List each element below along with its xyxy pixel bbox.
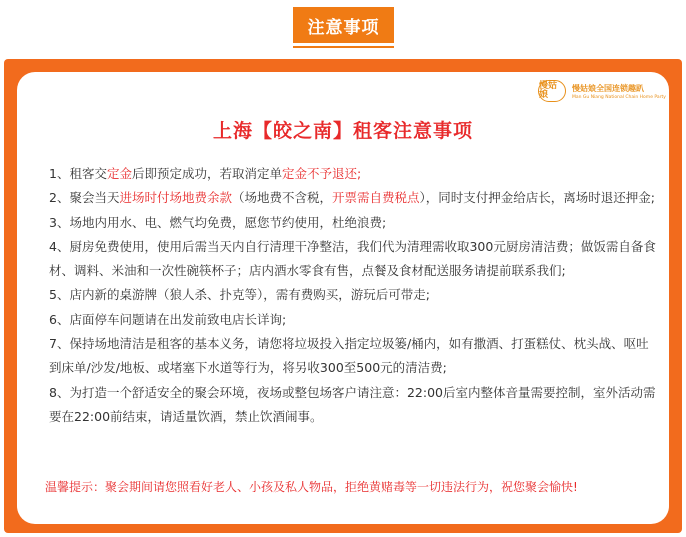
rule-text: 6、店面停车问题请在出发前致电店长详询;: [49, 311, 287, 327]
rule-text: 3、场地内用水、电、燃气均免费，愿您节约使用，杜绝浪费;: [49, 214, 387, 230]
rule-text: 后即预定成功，若取消定单: [131, 166, 282, 181]
rule-text: ），同时支付押金给店长，离场时退还押金;: [419, 190, 655, 206]
rule-item: [49, 381, 659, 430]
rule-item: [49, 308, 659, 332]
brand-name-en: Man Gu Niang National Chain Home Party: [572, 94, 666, 100]
rule-text: 1、租客交: [49, 166, 107, 181]
brand-logo: [538, 80, 666, 102]
brand-name-cn: 慢姑娘全国连锁趣趴: [572, 83, 644, 93]
section-tab: 注意事项: [293, 7, 394, 43]
brand-logo-icon: 慢姑娘: [538, 80, 566, 102]
rule-text: 7、保持场地清洁是租客的基本义务，请您将垃圾投入指定垃圾篓/桶内，如有撒酒、打蛋糕仗、枕头战、呕吐到床单/沙发/地板、或堵塞下水道等行为，将另收300至500元的清洁费;: [49, 336, 649, 376]
rule-text: 4、厨房免费使用，使用后需当天内自行清理干净整洁，我们代为清理需收取300元厨房清洁费；做饭需自备食材、调料、米油和一次性碗筷杯子；店内酒水零食有售，点餐及食材配送服务请提前联系我们;: [49, 238, 656, 279]
rule-item: [49, 283, 659, 307]
rule-item: [49, 186, 659, 210]
rule-text: 5、店内新的桌游牌（狼人杀、扑克等），需有费购买，游玩后可带走;: [49, 287, 430, 303]
rule-item: [49, 332, 659, 381]
rule-highlight: 定金不予退还;: [281, 166, 362, 181]
rule-text: （场地费不含税，: [231, 190, 332, 206]
rule-item: [49, 211, 659, 235]
rule-highlight: 进场时付场地费余款: [119, 190, 232, 206]
rules-list: [49, 162, 659, 429]
rule-text: 8、为打造一个舒适安全的聚会环境，夜场或整包场客户请注意：22:00后室内整体音量需要控制，室外活动需要在22:00前结束，请适量饮酒，禁止饮酒闹事。: [49, 384, 656, 424]
rule-item: [49, 235, 659, 284]
footer-tip: 温馨提示：聚会期间请您照看好老人、小孩及私人物品，拒绝黄赌毒等一切违法行为，祝您聚会愉快!: [45, 480, 578, 494]
rule-highlight: 定金: [106, 166, 132, 181]
rule-text: 2、聚会当天: [49, 190, 120, 206]
rule-item: [49, 162, 659, 186]
notice-title: 上海【皎之南】租客注意事项: [212, 120, 473, 142]
brand-logo-text: [572, 83, 666, 100]
rule-highlight: 开票需自费税点: [331, 190, 420, 206]
tab-underline: [293, 46, 394, 48]
